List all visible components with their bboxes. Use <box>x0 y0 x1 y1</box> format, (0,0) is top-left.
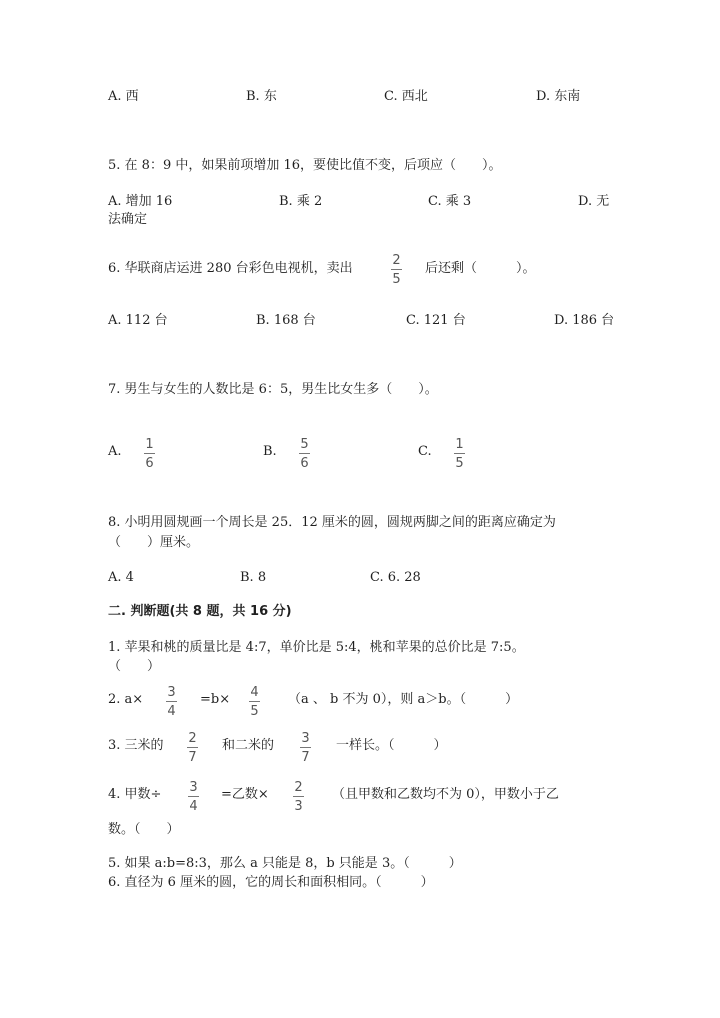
q4-option-c: C. 西北 <box>384 89 428 104</box>
q5-stem: 5. 在 8：9 中，如果前项增加 16，要使比值不变，后项应（ ）。 <box>108 158 502 173</box>
q7-option-b-label: B. <box>263 444 277 459</box>
q7-option-a-label: A. <box>108 444 122 459</box>
judge-5: 5. 如果 a:b=8:3，那么 a 只能是 8，b 只能是 3。（ ） <box>108 856 462 871</box>
judge-2-fraction-1 <box>166 685 177 719</box>
fraction-denominator: 4 <box>167 704 176 719</box>
q5-option-b: B. 乘 2 <box>279 194 323 209</box>
fraction-bar <box>166 701 177 702</box>
fraction-denominator: 7 <box>301 750 310 765</box>
q6-stem-pre: 6. 华联商店运进 280 台彩色电视机，卖出 <box>108 261 353 276</box>
q6-option-b: B. 168 台 <box>256 313 316 328</box>
judge-4-fraction-1 <box>188 780 199 814</box>
fraction-denominator: 5 <box>250 704 259 719</box>
fraction-bar <box>249 701 260 702</box>
fraction-denominator: 5 <box>392 272 401 287</box>
judge-3-fraction-2 <box>300 731 311 765</box>
q7-option-c-label: C. <box>418 444 432 459</box>
q4-option-a: A. 西 <box>108 89 139 104</box>
q6-fraction <box>391 253 402 287</box>
judge-4-mid: =乙数× <box>221 787 269 802</box>
fraction-denominator: 7 <box>188 750 197 765</box>
q8-option-c: C. 6. 28 <box>370 570 421 585</box>
fraction-numerator: 5 <box>300 437 309 452</box>
fraction-numerator: 4 <box>250 685 259 700</box>
fraction-bar <box>293 796 304 797</box>
q5-option-d-continued: 法确定 <box>108 212 148 227</box>
fraction-bar <box>299 453 310 454</box>
judge-4-post: （且甲数和乙数均不为 0），甲数小于乙 <box>332 787 559 802</box>
q7-option-a-fraction <box>144 437 155 471</box>
fraction-bar <box>144 453 155 454</box>
q5-option-c: C. 乘 3 <box>428 194 472 209</box>
fraction-bar <box>187 747 198 748</box>
q8-option-a: A. 4 <box>108 570 134 585</box>
q6-option-d: D. 186 台 <box>554 313 615 328</box>
judge-4-line2: 数。（ ） <box>108 822 180 837</box>
q5-option-d: D. 无 <box>578 194 610 209</box>
fraction-bar <box>188 796 199 797</box>
q8-stem-line2: （ ）厘米。 <box>108 535 200 550</box>
fraction-numerator: 3 <box>167 685 176 700</box>
fraction-numerator: 2 <box>392 253 401 268</box>
q4-option-d: D. 东南 <box>536 89 581 104</box>
q8-option-b: B. 8 <box>240 570 267 585</box>
judge-2-pre: 2. a× <box>108 692 144 707</box>
judge-3-fraction-1 <box>187 731 198 765</box>
q7-option-b-fraction <box>299 437 310 471</box>
judge-4-pre: 4. 甲数÷ <box>108 787 162 802</box>
fraction-numerator: 2 <box>294 780 303 795</box>
q6-option-a: A. 112 台 <box>108 313 168 328</box>
judge-2-post: （a 、 b 不为 0），则 a＞b。（ ） <box>288 692 519 707</box>
fraction-denominator: 6 <box>145 456 154 471</box>
judge-1-line1: 1. 苹果和桃的质量比是 4:7，单价比是 5:4，桃和苹果的总价比是 7:5。 <box>108 640 525 655</box>
fraction-numerator: 1 <box>455 437 464 452</box>
judge-1-line2: （ ） <box>108 659 161 674</box>
fraction-denominator: 5 <box>455 456 464 471</box>
fraction-bar <box>454 453 465 454</box>
judge-3-post: 一样长。（ ） <box>336 738 447 753</box>
q6-option-c: C. 121 台 <box>406 313 466 328</box>
judge-4-fraction-2 <box>293 780 304 814</box>
judge-3-mid: 和二米的 <box>222 738 275 753</box>
q5-option-a: A. 增加 16 <box>108 194 173 209</box>
q7-option-c-fraction <box>454 437 465 471</box>
judge-6: 6. 直径为 6 厘米的圆，它的周长和面积相同。（ ） <box>108 875 434 890</box>
fraction-numerator: 2 <box>188 731 197 746</box>
fraction-denominator: 6 <box>300 456 309 471</box>
q4-option-b: B. 东 <box>246 89 277 104</box>
q7-stem: 7. 男生与女生的人数比是 6：5，男生比女生多（ ）。 <box>108 382 438 397</box>
judge-3-pre: 3. 三米的 <box>108 738 164 753</box>
judge-2-fraction-2 <box>249 685 260 719</box>
fraction-numerator: 3 <box>301 731 310 746</box>
fraction-denominator: 3 <box>294 799 303 814</box>
section-title: 二. 判断题(共 8 题，共 16 分) <box>108 604 292 619</box>
fraction-denominator: 4 <box>189 799 198 814</box>
fraction-bar <box>391 269 402 270</box>
judge-2-mid: =b× <box>200 692 231 707</box>
q8-stem-line1: 8. 小明用圆规画一个周长是 25．12 厘米的圆，圆规两脚之间的距离应确定为 <box>108 515 556 530</box>
fraction-numerator: 1 <box>145 437 154 452</box>
fraction-bar <box>300 747 311 748</box>
q6-stem-post: 后还剩（ ）。 <box>425 261 536 276</box>
fraction-numerator: 3 <box>189 780 198 795</box>
